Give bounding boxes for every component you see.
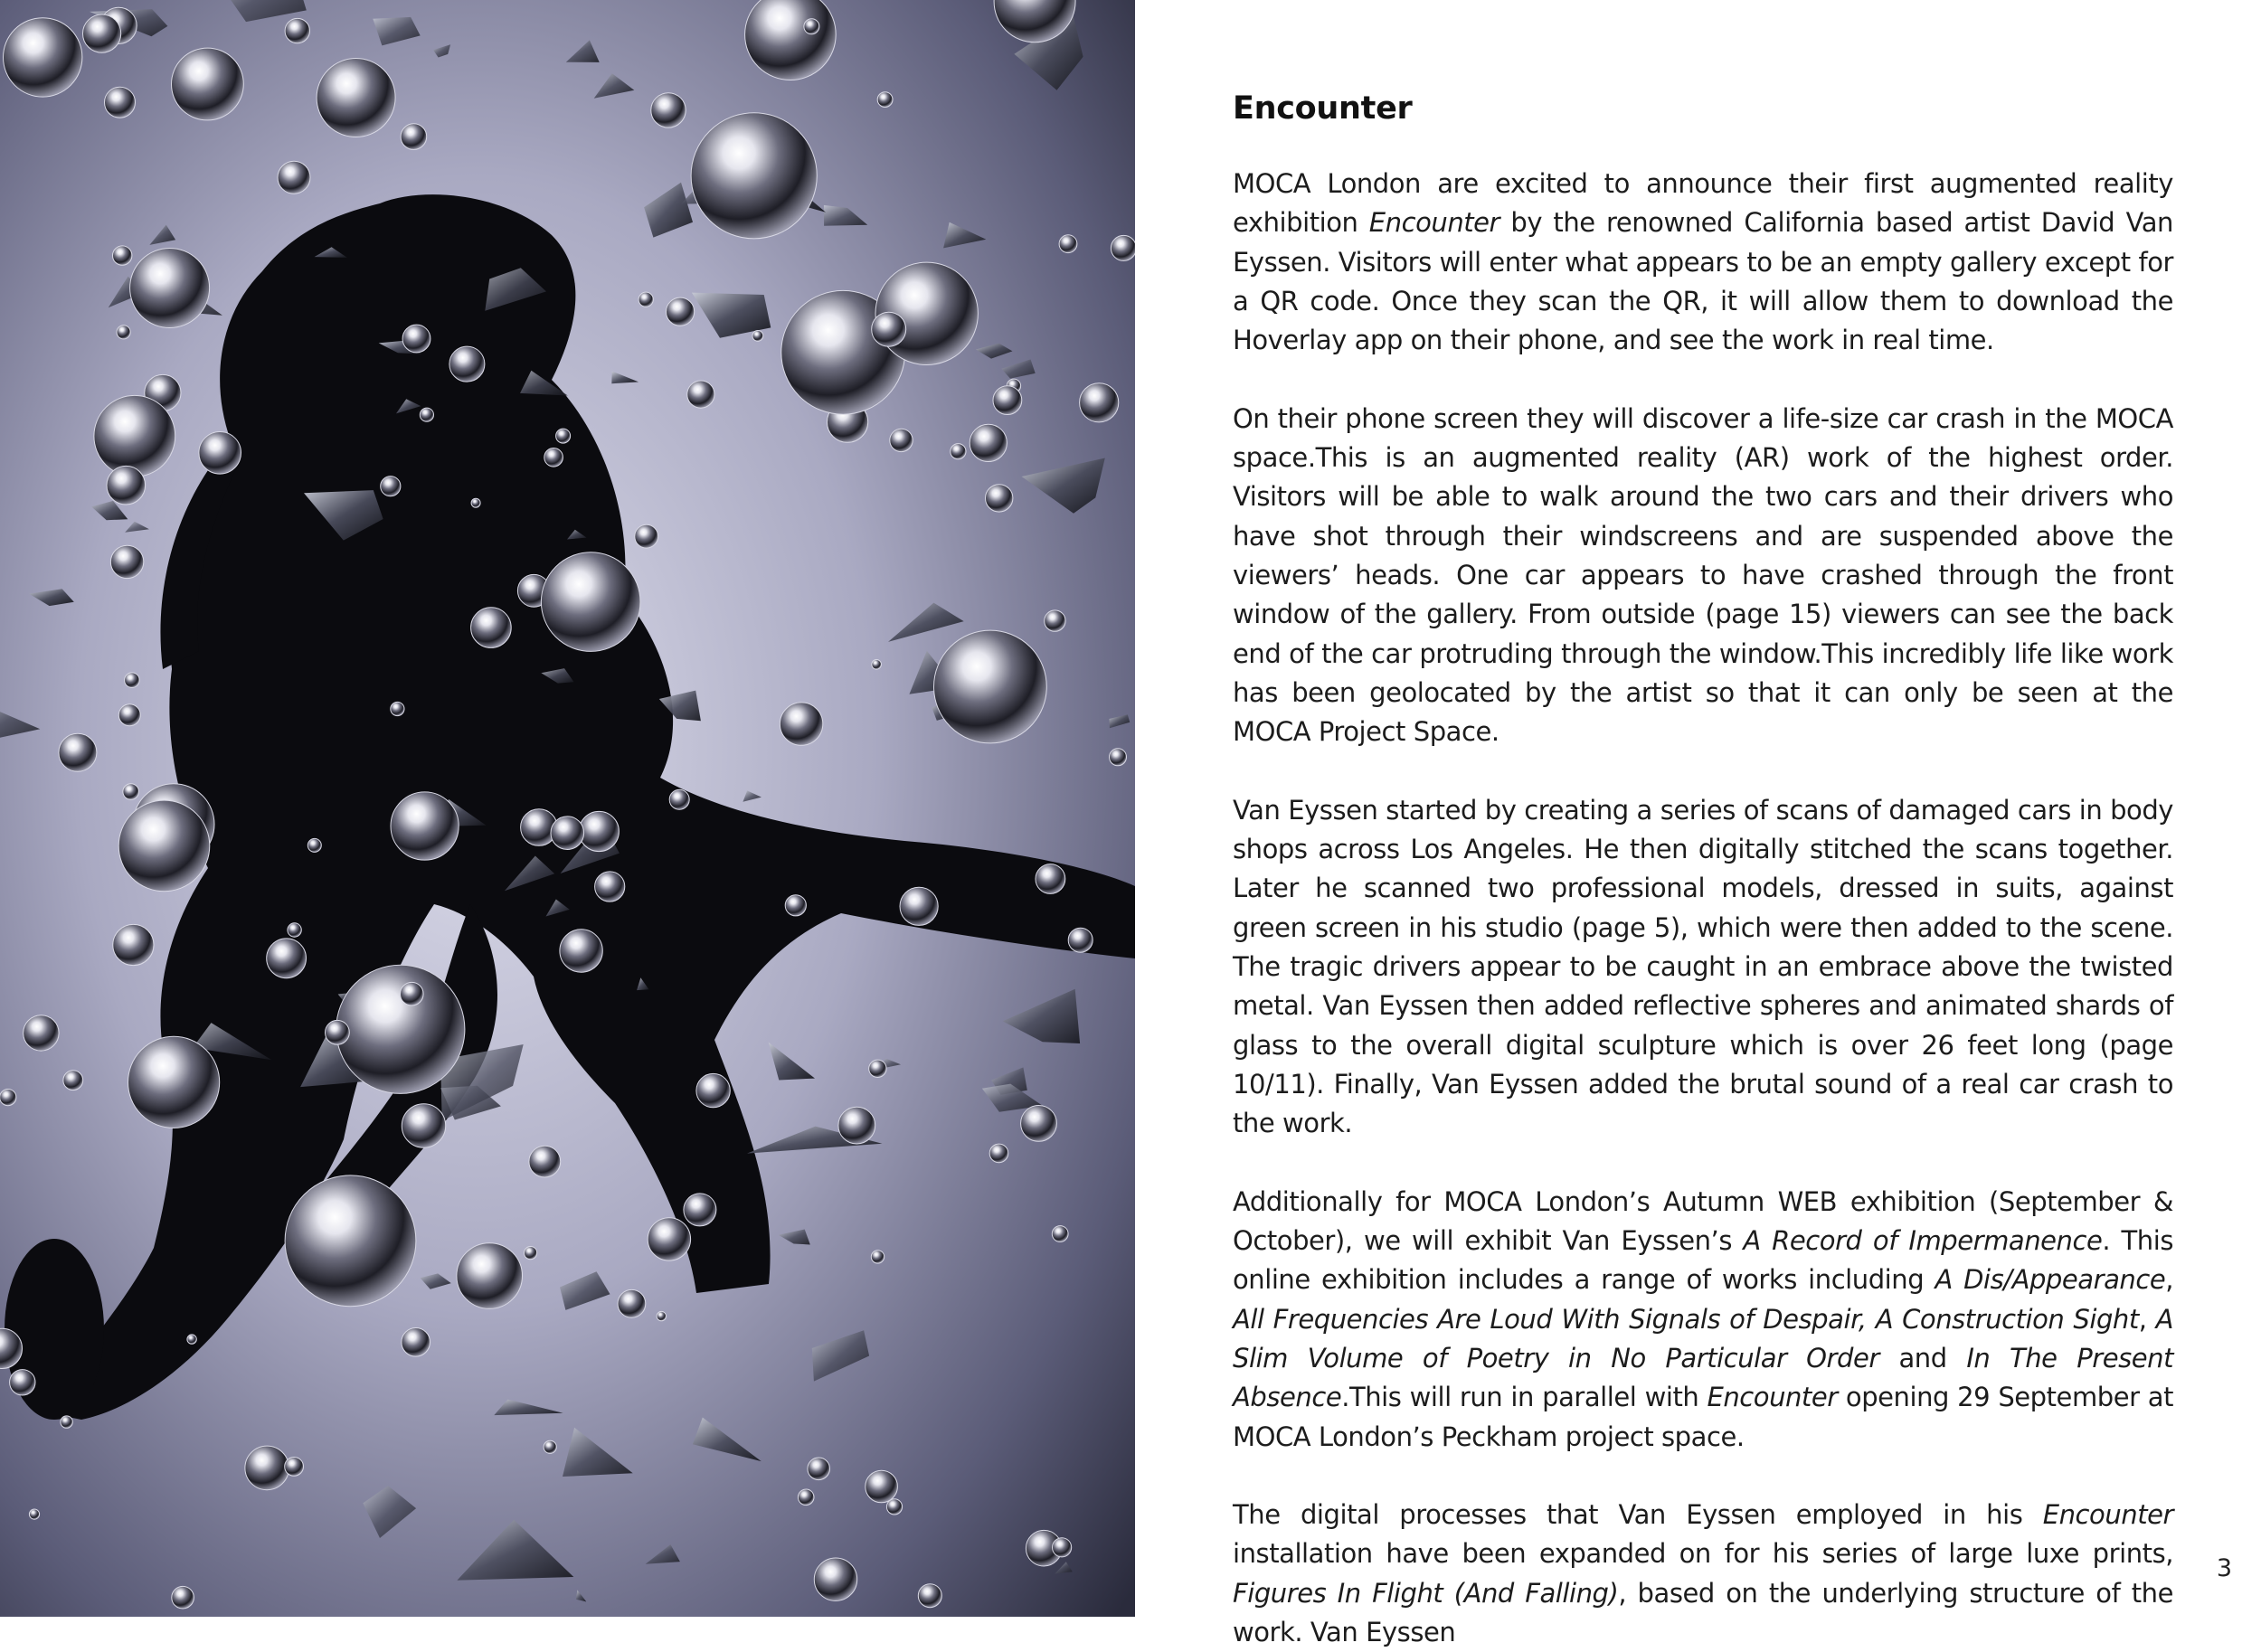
reflective-sphere [107,466,146,505]
reflective-sphere [420,408,433,421]
reflective-sphere [667,297,695,326]
reflective-sphere [125,673,140,688]
text-run: installation have been expanded on for his series of large luxe prints, [1233,1538,2173,1570]
text-run: Additionally for MOCA London’s Autumn WEB exhibition (September & October), we will exhibit Van Eyssen’s [1233,1185,2173,1257]
text-run: , [2165,1264,2173,1296]
reflective-sphere [401,124,427,150]
reflective-sphere [63,1071,83,1090]
text-run: by the renowned California based artist David Van Eyssen. Visitors will enter what appears to be an empty gallery except for a QR code. Once they scan the QR, it will allow them to download the Hoverlay app on their phone, and see the work in real time. [1233,207,2173,356]
reflective-sphere [1059,235,1077,253]
reflective-sphere [471,608,512,648]
italic-title: Encounter [1707,1382,1838,1413]
reflective-sphere [877,92,893,108]
italic-title: Encounter [1368,207,1500,239]
reflective-sphere [657,1311,666,1320]
reflective-sphere [285,18,309,42]
reflective-sphere [457,1243,523,1309]
reflective-sphere [579,811,619,851]
reflective-sphere [900,887,938,925]
reflective-sphere [113,924,154,965]
reflective-sphere [187,1335,196,1344]
reflective-sphere [285,1175,416,1307]
reflective-sphere [986,485,1013,512]
body-paragraph [1233,400,2173,752]
reflective-sphere [1053,1538,1072,1557]
reflective-sphere [172,48,244,120]
reflective-sphere [595,872,625,902]
reflective-sphere [544,1440,556,1453]
reflective-sphere [336,965,465,1093]
reflective-sphere [639,292,653,307]
reflective-sphere [288,923,301,937]
text-run: . This online exhibition includes a range of works including [1233,1225,2173,1296]
italic-title: In The Present Absence [1233,1342,2173,1413]
reflective-sphere [551,817,584,850]
reflective-sphere [918,1584,941,1608]
body-paragraph [1233,1183,2173,1457]
reflective-sphere [752,331,763,342]
reflective-sphere [560,930,602,972]
reflective-sphere [691,113,817,239]
text-run: .This will run in parallel with [1341,1382,1708,1413]
text-run: On their phone screen they will discover a life-size car crash in the MOCA space.This is an augmented reality (AR) work of the highest order. Visitors will be able to walk around the two cars and their drivers who have shot through their windscreens and are suspended above the viewers’ heads. One car appears to have crashed through the front window of the gallery. From outside (page 15) viewers can see the back end of the car protruding through the window.This incredibly life like work has been geolocated by the artist so that it can only be seen at the MOCA Project Space. [1233,402,2173,748]
text-page [1136,0,2261,1647]
article-body [1233,165,2173,1652]
reflective-sphere [285,1458,304,1477]
reflective-sphere [890,429,913,451]
reflective-sphere [199,432,241,475]
reflective-sphere [798,1489,814,1506]
reflective-sphere [696,1073,730,1107]
reflective-sphere [391,702,404,715]
reflective-sphere [814,1558,856,1600]
reflective-sphere [525,1247,537,1260]
reflective-sphere [872,660,882,670]
reflective-sphere [130,249,210,328]
reflective-sphere [402,1328,430,1357]
artwork-image [0,0,1135,1617]
reflective-sphere [687,381,714,408]
page-number: 3 [2216,1554,2232,1582]
reflective-sphere [1045,610,1065,631]
reflective-sphere [4,18,82,97]
reflective-sphere [648,1218,690,1260]
reflective-sphere [989,1144,1008,1163]
reflective-sphere [1080,383,1119,422]
reflective-sphere [402,1104,445,1147]
text-run: and [1878,1342,1967,1374]
artwork-canvas [0,0,1135,1617]
reflective-sphere [61,1416,72,1428]
reflective-sphere [402,325,430,353]
body-paragraph [1233,1496,2173,1652]
reflective-sphere [541,552,640,652]
reflective-sphere [317,59,395,137]
reflective-sphere [1021,1106,1057,1142]
italic-title: Figures In Flight (And Falling) [1233,1577,1619,1609]
reflective-sphere [449,346,485,382]
text-run: The digital processes that Van Eyssen employed in his [1233,1499,2043,1531]
reflective-sphere [401,982,424,1005]
reflective-sphere [785,895,806,916]
reflective-sphere [529,1146,561,1177]
reflective-sphere [970,424,1007,461]
reflective-sphere [669,789,689,809]
reflective-sphere [278,161,310,194]
text-run: opening 29 September at MOCA London’s Peckham project space. [1233,1382,2173,1452]
reflective-sphere [10,1370,35,1395]
reflective-sphere [1111,235,1135,260]
reflective-sphere [618,1289,646,1317]
reflective-sphere [172,1586,194,1609]
reflective-sphere [59,733,97,771]
text-run: , based on the underlying structure of the work. Van Eyssen [1233,1577,2173,1647]
reflective-sphere [951,444,966,459]
reflective-sphere [381,477,401,496]
reflective-sphere [1036,864,1065,894]
reflective-sphere [267,939,307,978]
reflective-sphere [556,429,571,443]
reflective-sphere [886,1499,902,1515]
reflective-sphere [993,386,1022,415]
body-paragraph [1233,791,2173,1144]
reflective-sphere [307,838,321,852]
italic-title: All Frequencies Are Loud With Signals of Despair, A Construction Sight [1233,1303,2139,1335]
reflective-sphere [869,1060,886,1077]
reflective-sphere [1052,1226,1068,1242]
italic-title: A Dis/Appearance [1935,1264,2166,1296]
reflective-sphere [471,498,480,507]
reflective-sphere [1110,749,1127,766]
italic-title: A Slim Volume of Poetry in No Particular Order [1233,1303,2173,1374]
reflective-sphere [635,524,658,548]
reflective-sphere [684,1194,716,1226]
reflective-sphere [117,326,130,339]
body-paragraph [1233,165,2173,360]
text-run: MOCA London are excited to announce their first augmented reality exhibition [1233,168,2173,239]
reflective-sphere [118,800,210,892]
reflective-sphere [123,784,139,800]
reflective-sphere [113,246,132,265]
text-run: , [2138,1303,2156,1335]
italic-title: A Record of Impermanence [1743,1225,2103,1257]
article-heading: Encounter [1233,90,1413,127]
reflective-sphere [544,448,563,467]
reflective-sphere [651,93,686,127]
text-run: Van Eyssen started by creating a series of scans of damaged cars in body shops across Los Angeles. He then digitally stitched the scans together. Later he scanned two professional models, dressed in suits, against green screen in his studio (page 5), which were then added to the scene. The tragic drivers appear to be caught in an embrace above the twisted metal. Van Eyssen then added reflective spheres and animated shards of glass to the overall digital sculpture which is over 26 feet long (page 10/11). Finally, Van Eyssen added the brutal sound of a real car crash to the work. [1233,794,2173,1139]
reflective-sphere [326,1020,350,1044]
reflective-sphere [871,1251,884,1263]
reflective-sphere [808,1458,830,1480]
reflective-sphere [29,1509,39,1519]
reflective-sphere [110,545,143,578]
reflective-sphere [105,87,136,118]
reflective-sphere [872,312,906,346]
reflective-sphere [866,1470,898,1503]
reflective-sphere [1068,928,1093,952]
reflective-sphere [838,1107,875,1144]
reflective-sphere [0,1090,16,1106]
reflective-sphere [24,1015,59,1051]
reflective-sphere [934,630,1047,743]
reflective-sphere [128,1036,220,1128]
reflective-sphere [391,792,459,860]
reflective-sphere [245,1446,289,1490]
reflective-sphere [118,704,140,726]
reflective-sphere [780,703,822,745]
reflective-sphere [94,395,175,477]
reflective-sphere [804,19,819,34]
reflective-sphere [83,14,121,52]
italic-title: Encounter [2042,1499,2173,1531]
